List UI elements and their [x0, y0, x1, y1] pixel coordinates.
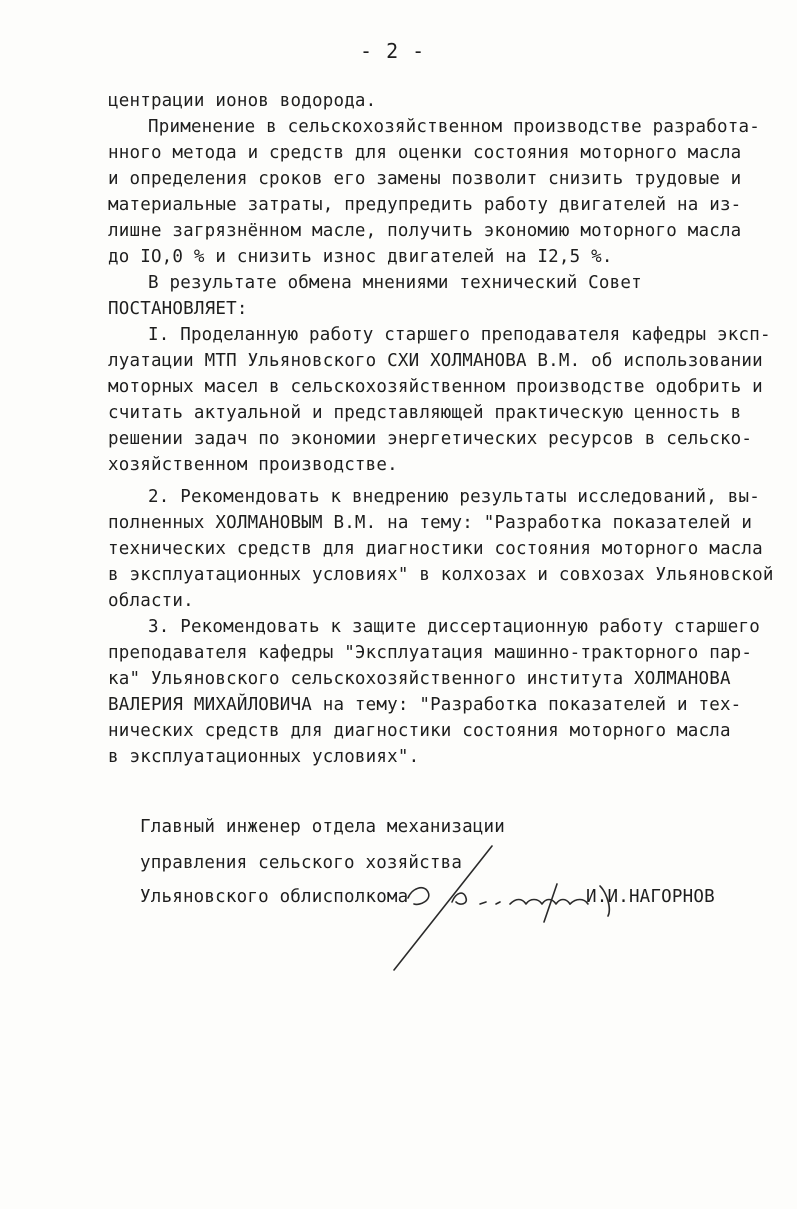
body-line: нного метода и средств для оценки состояния моторного масла — [108, 143, 742, 163]
signatory-title-line-1: Главный инженер отдела механизации — [140, 817, 506, 837]
signatory-name: И.И.НАГОРНОВ — [586, 887, 715, 907]
signatory-title-line-3: Ульяновского облисполкома — [140, 887, 409, 907]
body-line: технических средств для диагностики состояния моторного масла — [108, 539, 763, 559]
page-number: - 2 - — [360, 39, 426, 63]
body-line: ВАЛЕРИЯ МИХАЙЛОВИЧА на тему: "Разработка показателей и тех- — [108, 695, 742, 715]
body-line: хозяйственном производстве. — [108, 455, 398, 475]
body-line: центрации ионов водорода. — [108, 91, 377, 111]
signatory-title-line-2: управления сельского хозяйства — [140, 853, 463, 873]
body-line: в эксплуатационных условиях" в колхозах и совхозах Ульяновской — [108, 565, 774, 585]
body-line: полненных ХОЛМАНОВЫМ В.М. на тему: "Разработка показателей и — [108, 513, 753, 533]
body-line: лишне загрязнённом масле, получить экономию моторного масла — [108, 221, 742, 241]
body-line: 3. Рекомендовать к защите диссертационную работу старшего — [148, 617, 760, 637]
body-line: и определения сроков его замены позволит снизить трудовые и — [108, 169, 742, 189]
body-line: I. Проделанную работу старшего преподавателя кафедры эксп- — [148, 325, 771, 345]
body-line: материальные затраты, предупредить работу двигателей на из- — [108, 195, 742, 215]
body-line: Применение в сельскохозяйственном производстве разработа- — [148, 117, 760, 137]
body-line: моторных масел в сельскохозяйственном производстве одобрить и — [108, 377, 763, 397]
body-line: луатации МТП Ульяновского СХИ ХОЛМАНОВА В.М. об использовании — [108, 351, 763, 371]
body-line: ка" Ульяновского сельскохозяйственного института ХОЛМАНОВА — [108, 669, 731, 689]
resolution-heading: ПОСТАНОВЛЯЕТ: — [108, 299, 248, 319]
body-line: 2. Рекомендовать к внедрению результаты исследований, вы- — [148, 487, 760, 507]
body-line: решении задач по экономии энергетических ресурсов в сельско- — [108, 429, 753, 449]
body-line: считать актуальной и представляющей практическую ценность в — [108, 403, 742, 423]
body-line: до IO,0 % и снизить износ двигателей на I2,5 %. — [108, 247, 613, 267]
body-line: области. — [108, 591, 194, 611]
body-line: в эксплуатационных условиях". — [108, 747, 420, 767]
body-line: В результате обмена мнениями технический Совет — [148, 273, 642, 293]
body-line: преподавателя кафедры "Эксплуатация машинно-тракторного пар- — [108, 643, 753, 663]
body-line: нических средств для диагностики состояния моторного масла — [108, 721, 731, 741]
